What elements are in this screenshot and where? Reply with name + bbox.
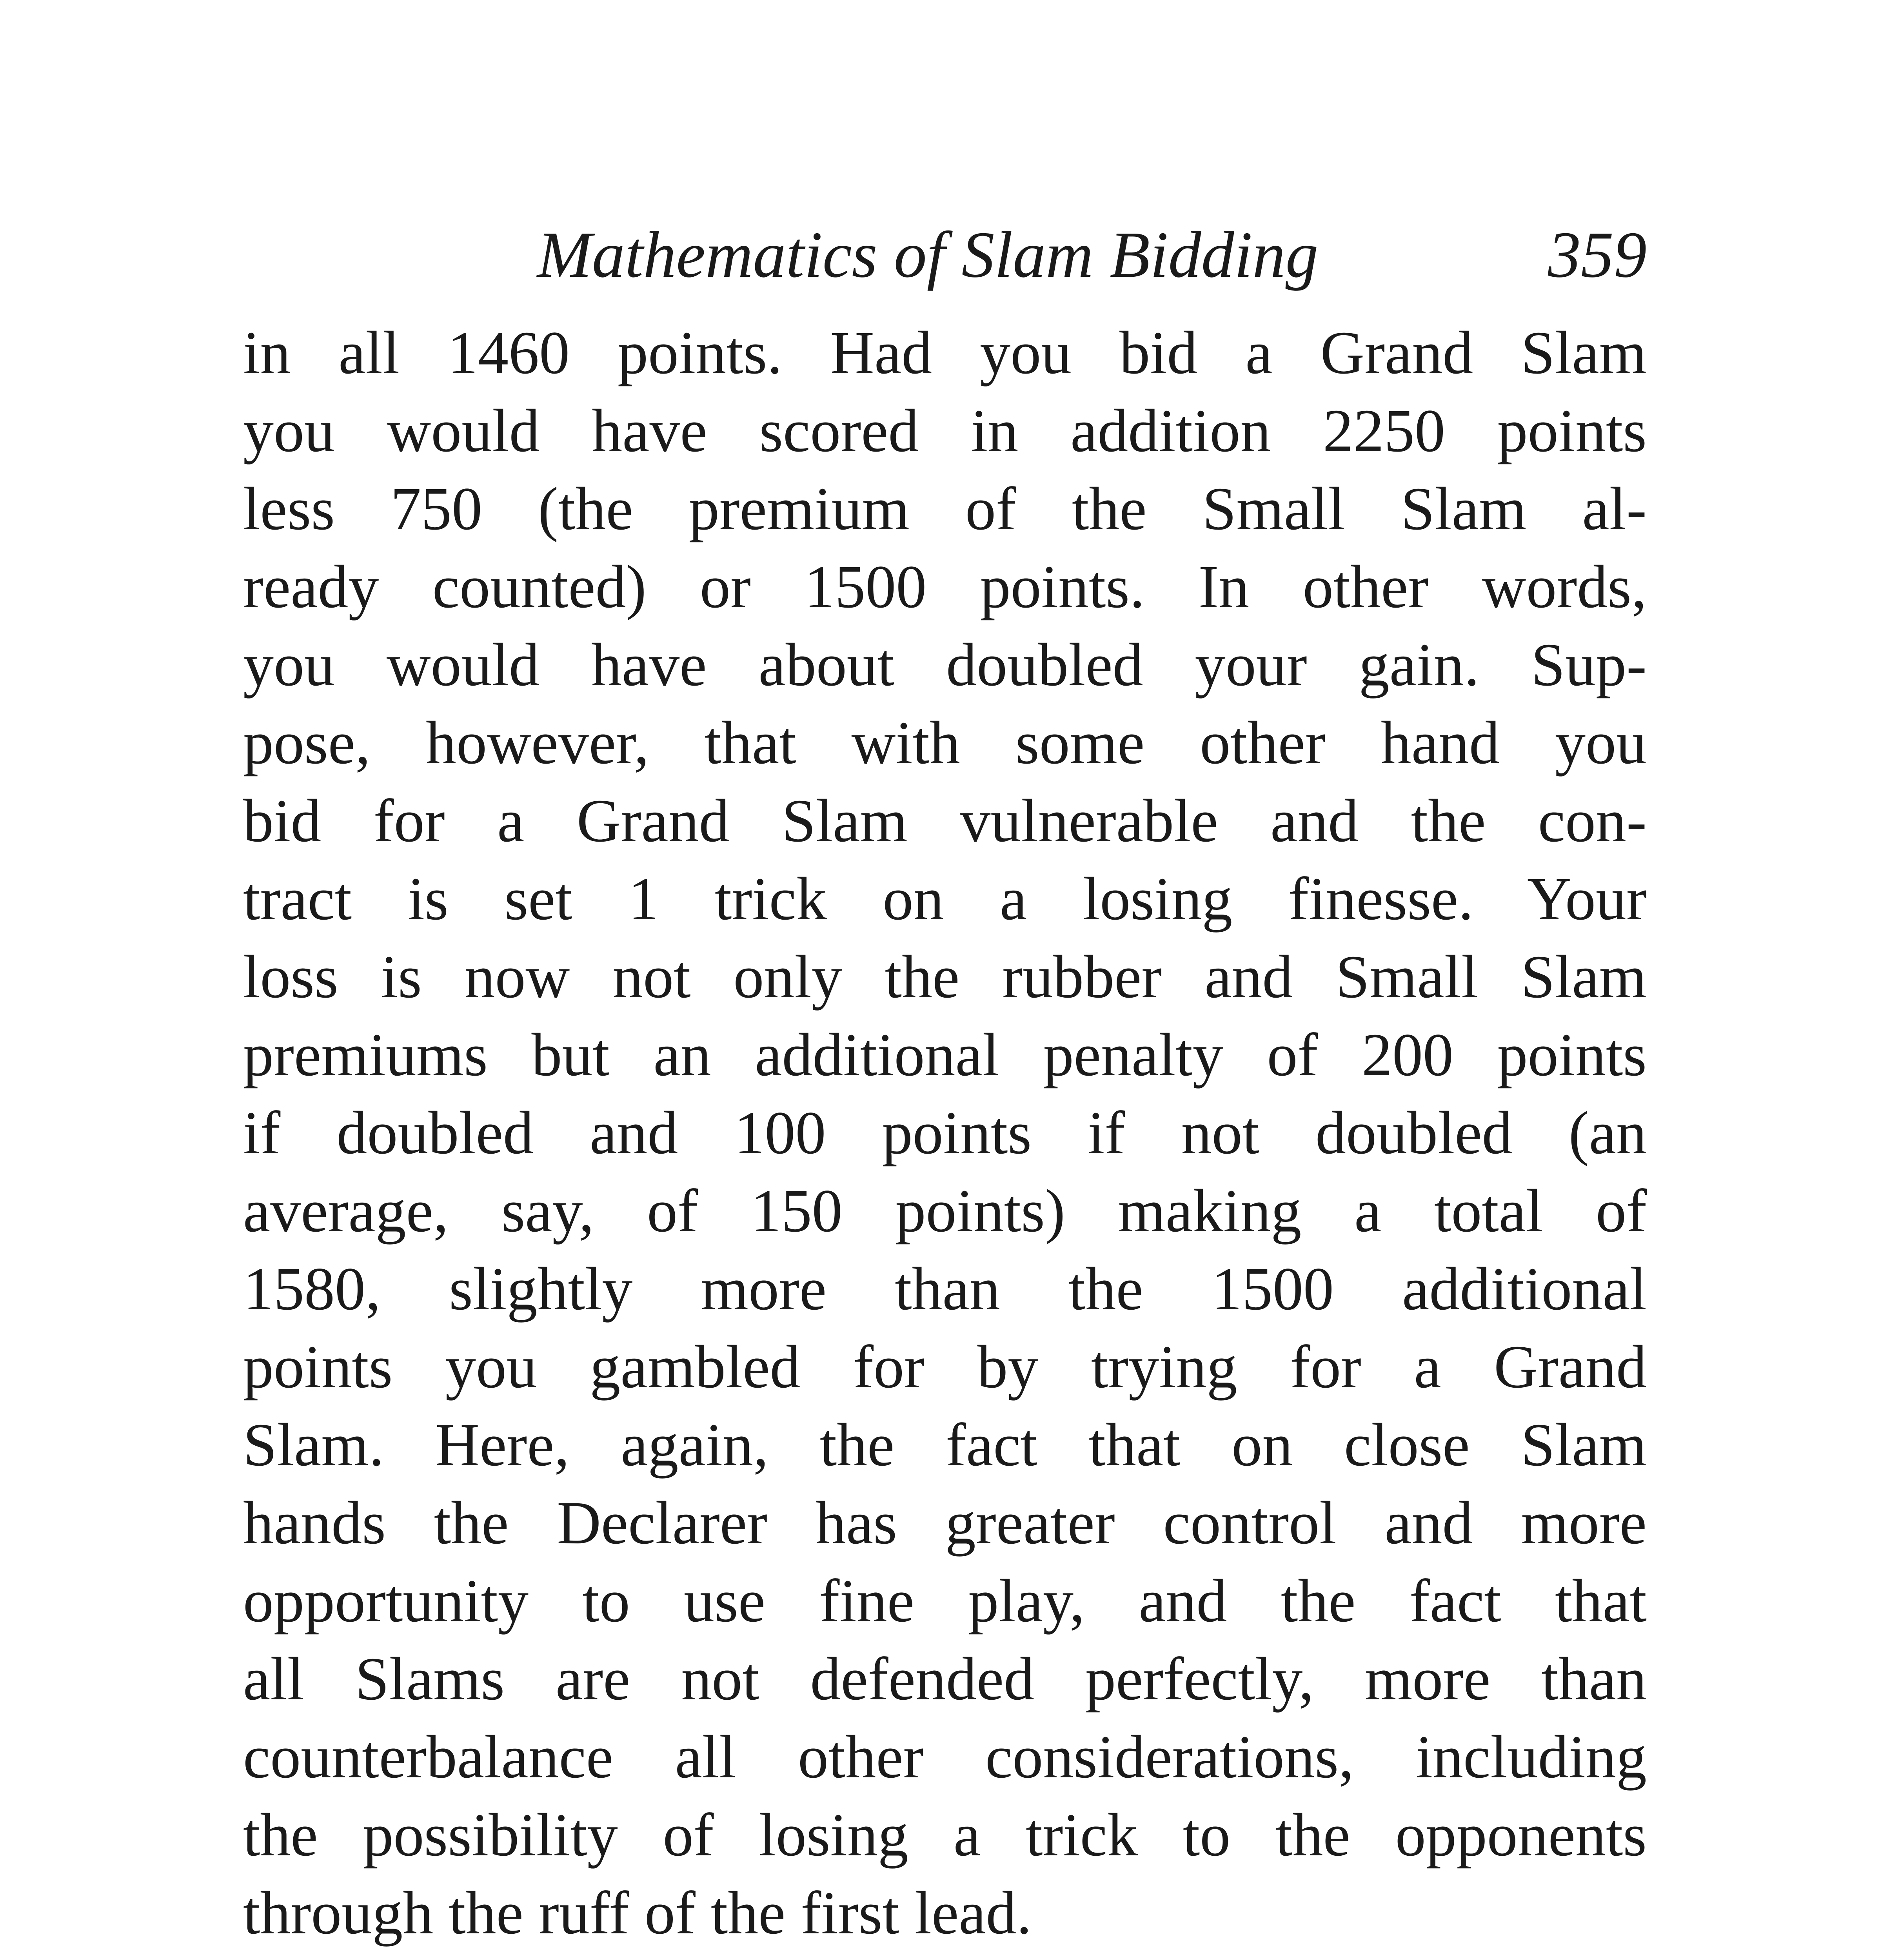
text-line: premiums but an additional penalty of 200 points	[243, 1021, 1647, 1089]
text-line: bid for a Grand Slam vulnerable and the con-	[243, 787, 1647, 855]
text-line: you would have about doubled your gain. Sup-	[243, 631, 1647, 699]
text-line: all Slams are not defended perfectly, more than	[243, 1645, 1647, 1713]
text-line: pose, however, that with some other hand you	[243, 709, 1647, 777]
text-line: the possibility of losing a trick to the opponents	[243, 1801, 1647, 1869]
text-line: ready counted) or 1500 points. In other words,	[243, 553, 1647, 621]
text-line: in all 1460 points. Had you bid a Grand Slam	[243, 319, 1647, 387]
text-line: if doubled and 100 points if not doubled (an	[243, 1099, 1647, 1167]
running-title: Mathematics of Slam Bidding	[537, 218, 1319, 291]
text-line: you would have scored in addition 2250 points	[243, 397, 1647, 465]
text-line: hands the Declarer has greater control and more	[243, 1489, 1647, 1557]
text-line: opportunity to use fine play, and the fact that	[243, 1567, 1647, 1635]
text-line: points you gambled for by trying for a Grand	[243, 1333, 1647, 1401]
text-line: Slam. Here, again, the fact that on close Slam	[243, 1411, 1647, 1479]
text-line: counterbalance all other considerations, including	[243, 1723, 1647, 1791]
body-paragraph	[243, 314, 1647, 1952]
text-line: 1580, slightly more than the 1500 additional	[243, 1255, 1647, 1323]
text-line: average, say, of 150 points) making a total of	[243, 1177, 1647, 1245]
page-number: 359	[1548, 218, 1647, 291]
text-line: tract is set 1 trick on a losing finesse. Your	[243, 865, 1647, 933]
text-line: loss is now not only the rubber and Small Slam	[243, 943, 1647, 1011]
text-line: less 750 (the premium of the Small Slam al-	[243, 475, 1647, 543]
page-header	[243, 212, 1647, 298]
text-line: through the ruff of the first lead.	[243, 1879, 1032, 1947]
